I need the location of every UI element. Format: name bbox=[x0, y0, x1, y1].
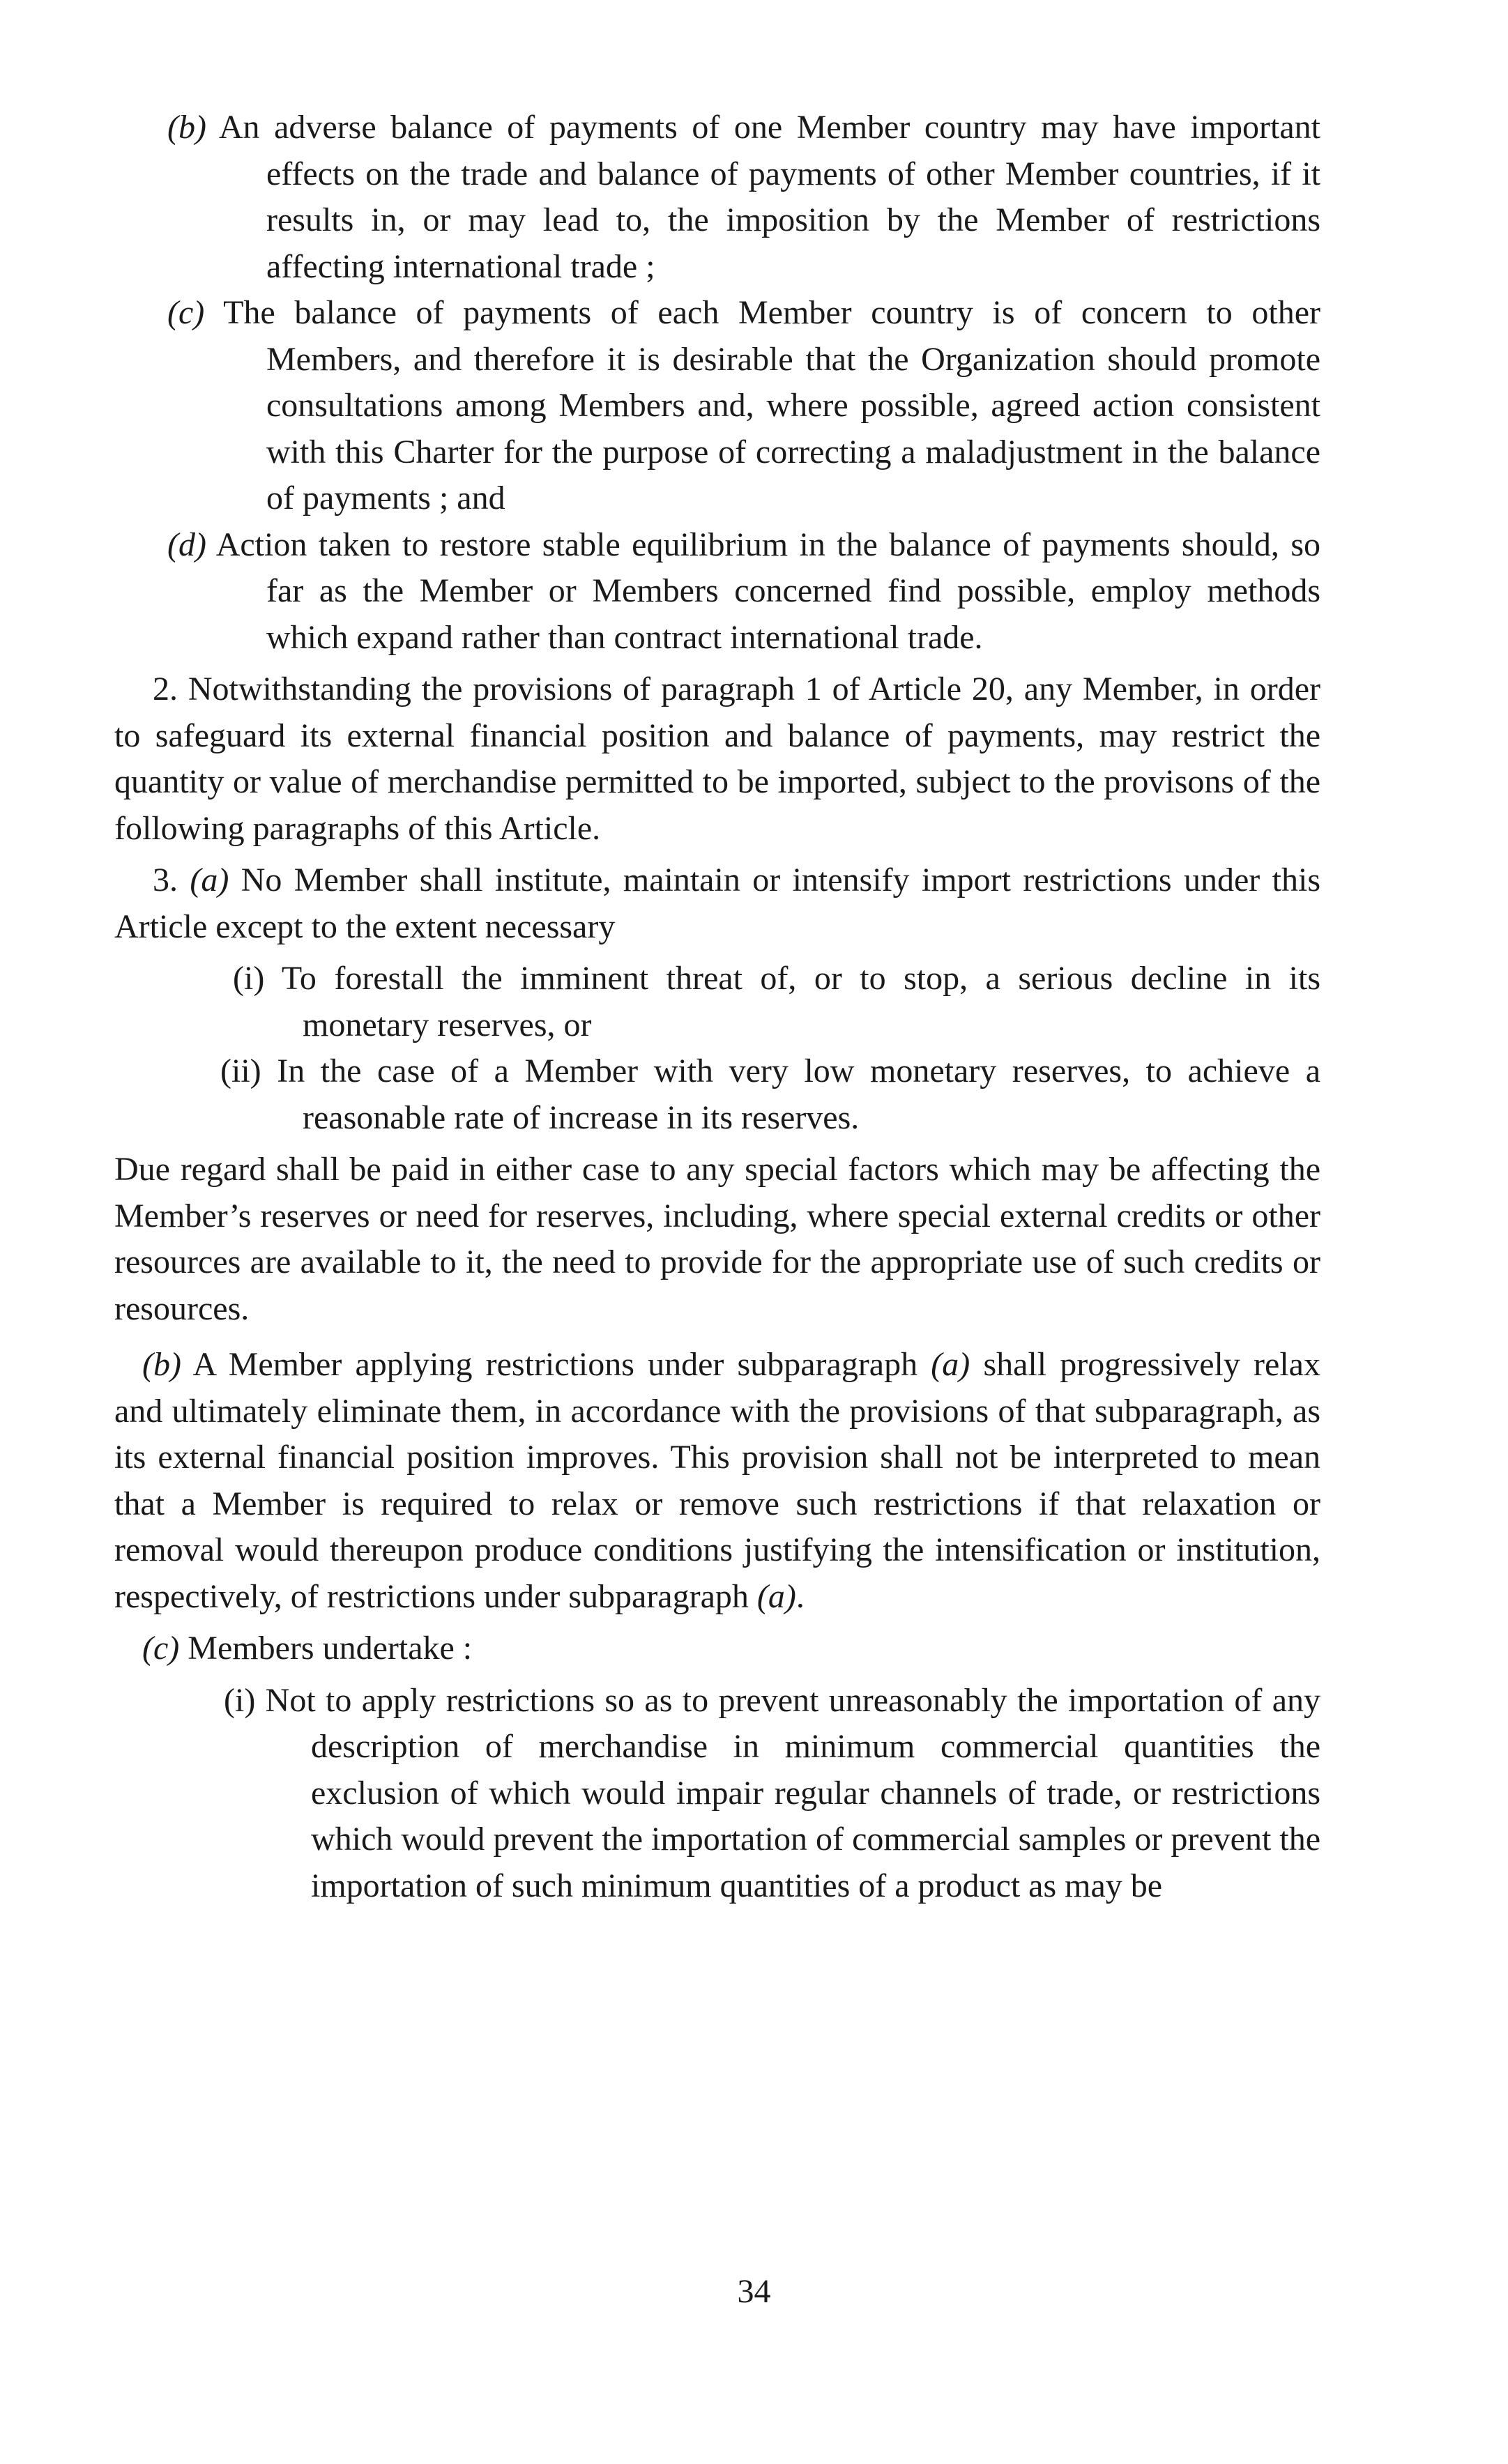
clause-b bbox=[114, 105, 1320, 290]
paragraph-3a-number: 3. bbox=[153, 862, 190, 898]
paragraph-3b-text-1: A Member applying restrictions under subparagraph bbox=[181, 1346, 931, 1383]
clause-c-text: The balance of payments of each Member country is of concern to other Members, and therefore it is desirable that the Organization should promote consultations among Members and, where possible, agreed action consistent with this Charter for the purpose of correcting a maladjustment in the balance of payments ; and bbox=[204, 294, 1320, 516]
clause-d-marker: (d) bbox=[167, 526, 206, 563]
clause-c-marker: (c) bbox=[167, 294, 205, 331]
paragraph-3a bbox=[114, 857, 1320, 950]
paragraph-3b-ref-2: (a) bbox=[756, 1577, 796, 1615]
clause-c bbox=[114, 290, 1320, 522]
subclause-3a-i: (i) To forestall the imminent threat of, or to stop, a serious decline in its monetary reserves, or bbox=[233, 960, 1320, 1043]
clause-d bbox=[114, 522, 1320, 661]
paragraph-3b-marker: (b) bbox=[142, 1346, 181, 1383]
paragraph-3b bbox=[114, 1342, 1320, 1620]
paragraph-3c-marker: (c) bbox=[142, 1630, 180, 1667]
subclause-3c-i: (i) Not to apply restrictions so as to prevent unreasonably the importation of any description of merchandise in minimum commercial quantities the exclusion of which would impair regular channels of trade, or restrictions which would prevent the importation of commercial samples or prevent the importation of such minimum quantities of a product as may be bbox=[224, 1681, 1320, 1904]
paragraph-3b-text-3: . bbox=[795, 1577, 805, 1615]
paragraph-3b-text-2: shall progressively relax and ultimately eliminate them, in accordance with the provisions of that subparagraph, as its external financial position improves. This provision shall not be interpreted to mean that a Member is required to relax or remove such restrictions if that relaxation or removal would thereupon produce conditions justifying the intensification or institution, respectively, of restrictions under subparagraph bbox=[114, 1346, 1320, 1615]
subclause-3a-ii: (ii) In the case of a Member with very low monetary reserves, to achieve a reasonable rate of increase in its reserves. bbox=[220, 1053, 1320, 1136]
paragraph-3a-text: No Member shall institute, maintain or intensify import restrictions under this Article except to the extent necessary bbox=[114, 862, 1321, 945]
paragraph-3b-ref-1: (a) bbox=[931, 1346, 970, 1383]
page-body bbox=[114, 105, 1320, 1909]
paragraph-3c-text: Members undertake : bbox=[179, 1630, 473, 1667]
due-regard-paragraph: Due regard shall be paid in either case to any special factors which may be affecting the Member’s reserves or need for reserves, including, where special external credits or other resources are available to it, the need to provide for the appropriate use of such credits or resources. bbox=[114, 1151, 1320, 1327]
paragraph-3c bbox=[114, 1625, 1320, 1672]
paragraph-2: 2. Notwithstanding the provisions of paragraph 1 of Article 20, any Member, in order to safeguard its external financial position and balance of payments, may restrict the quantity or value of merchandise permitted to be imported, subject to the provisons of the following paragraphs of this Article. bbox=[114, 671, 1320, 847]
clause-d-text: Action taken to restore stable equilibrium in the balance of payments should, so far as the Member or Members concerned find possible, employ methods which expand rather than contract international trade. bbox=[206, 526, 1320, 656]
clause-b-marker: (b) bbox=[167, 109, 206, 146]
clause-b-text: An adverse balance of payments of one Member country may have important effects on the trade and balance of payments of other Member countries, if it results in, or may lead to, the imposition by the Member of restrictions affecting international trade ; bbox=[206, 109, 1320, 285]
page-number: 34 bbox=[737, 2273, 771, 2310]
paragraph-3a-marker: (a) bbox=[190, 862, 229, 898]
